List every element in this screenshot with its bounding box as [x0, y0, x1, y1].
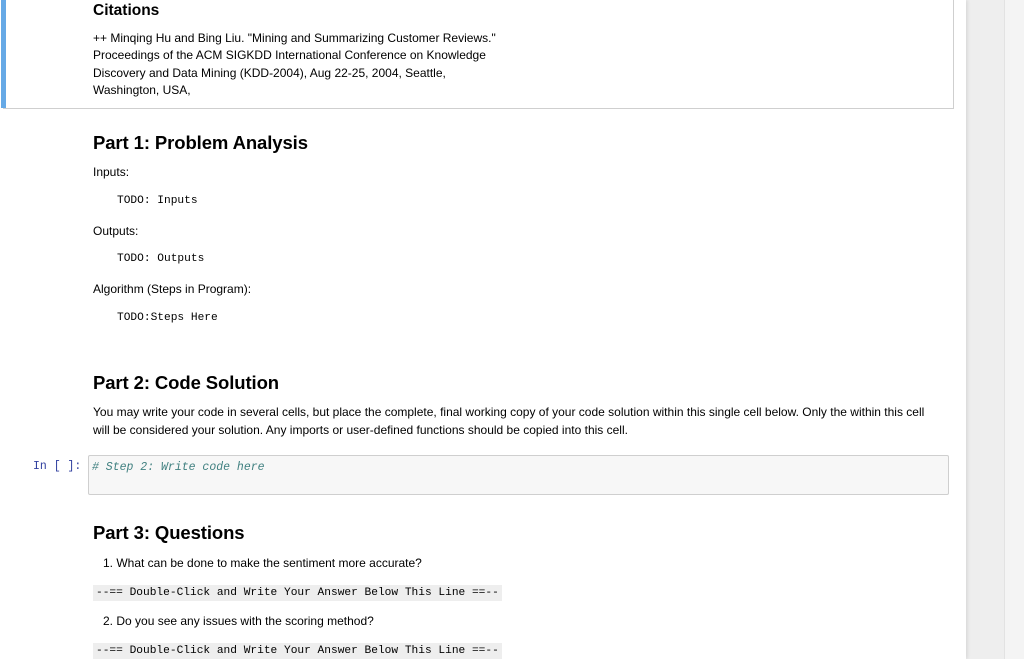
- inputs-code: TODO: Inputs: [117, 195, 198, 207]
- citation-line: Proceedings of the ACM SIGKDD International Conference on Knowledge: [93, 48, 486, 63]
- citation-line: Washington, USA,: [93, 83, 191, 98]
- part2-description: [93, 403, 953, 439]
- question-2: 2. Do you see any issues with the scoring method?: [103, 614, 374, 628]
- outputs-code: TODO: Outputs: [117, 253, 205, 265]
- part1-heading: Part 1: Problem Analysis: [93, 132, 308, 153]
- outputs-label: Outputs:: [93, 224, 139, 238]
- selected-cell-indicator: [1, 0, 6, 108]
- citation-line: Discovery and Data Mining (KDD-2004), Aug 22-25, 2004, Seattle,: [93, 65, 446, 80]
- part2-description-line: You may write your code in several cells, but place the complete, final working copy of your code solution within this single cell below. Only the within this cell: [93, 405, 925, 419]
- vertical-scrollbar[interactable]: [1004, 0, 1024, 659]
- answer-placeholder-2[interactable]: --== Double-Click and Write Your Answer Below This Line ==--: [93, 643, 502, 659]
- citation-text: [93, 30, 496, 100]
- algorithm-code: TODO:Steps Here: [117, 312, 218, 324]
- answer-placeholder-1[interactable]: --== Double-Click and Write Your Answer Below This Line ==--: [93, 585, 502, 601]
- code-cell-editor[interactable]: [88, 455, 949, 495]
- part2-heading: Part 2: Code Solution: [93, 372, 279, 393]
- part2-description-line: will be considered your solution. Any imports or user-defined functions should be copied into this cell.: [93, 423, 628, 437]
- code-comment[interactable]: # Step 2: Write code here: [92, 461, 265, 474]
- citations-heading: Citations: [93, 2, 160, 19]
- input-prompt: In [ ]:: [33, 460, 82, 473]
- inputs-label: Inputs:: [93, 165, 130, 179]
- citation-line: ++ Minqing Hu and Bing Liu. "Mining and Summarizing Customer Reviews.": [93, 31, 496, 45]
- part3-heading: Part 3: Questions: [93, 522, 245, 543]
- question-1: 1. What can be done to make the sentiment more accurate?: [103, 556, 422, 570]
- algorithm-label: Algorithm (Steps in Program):: [93, 282, 252, 296]
